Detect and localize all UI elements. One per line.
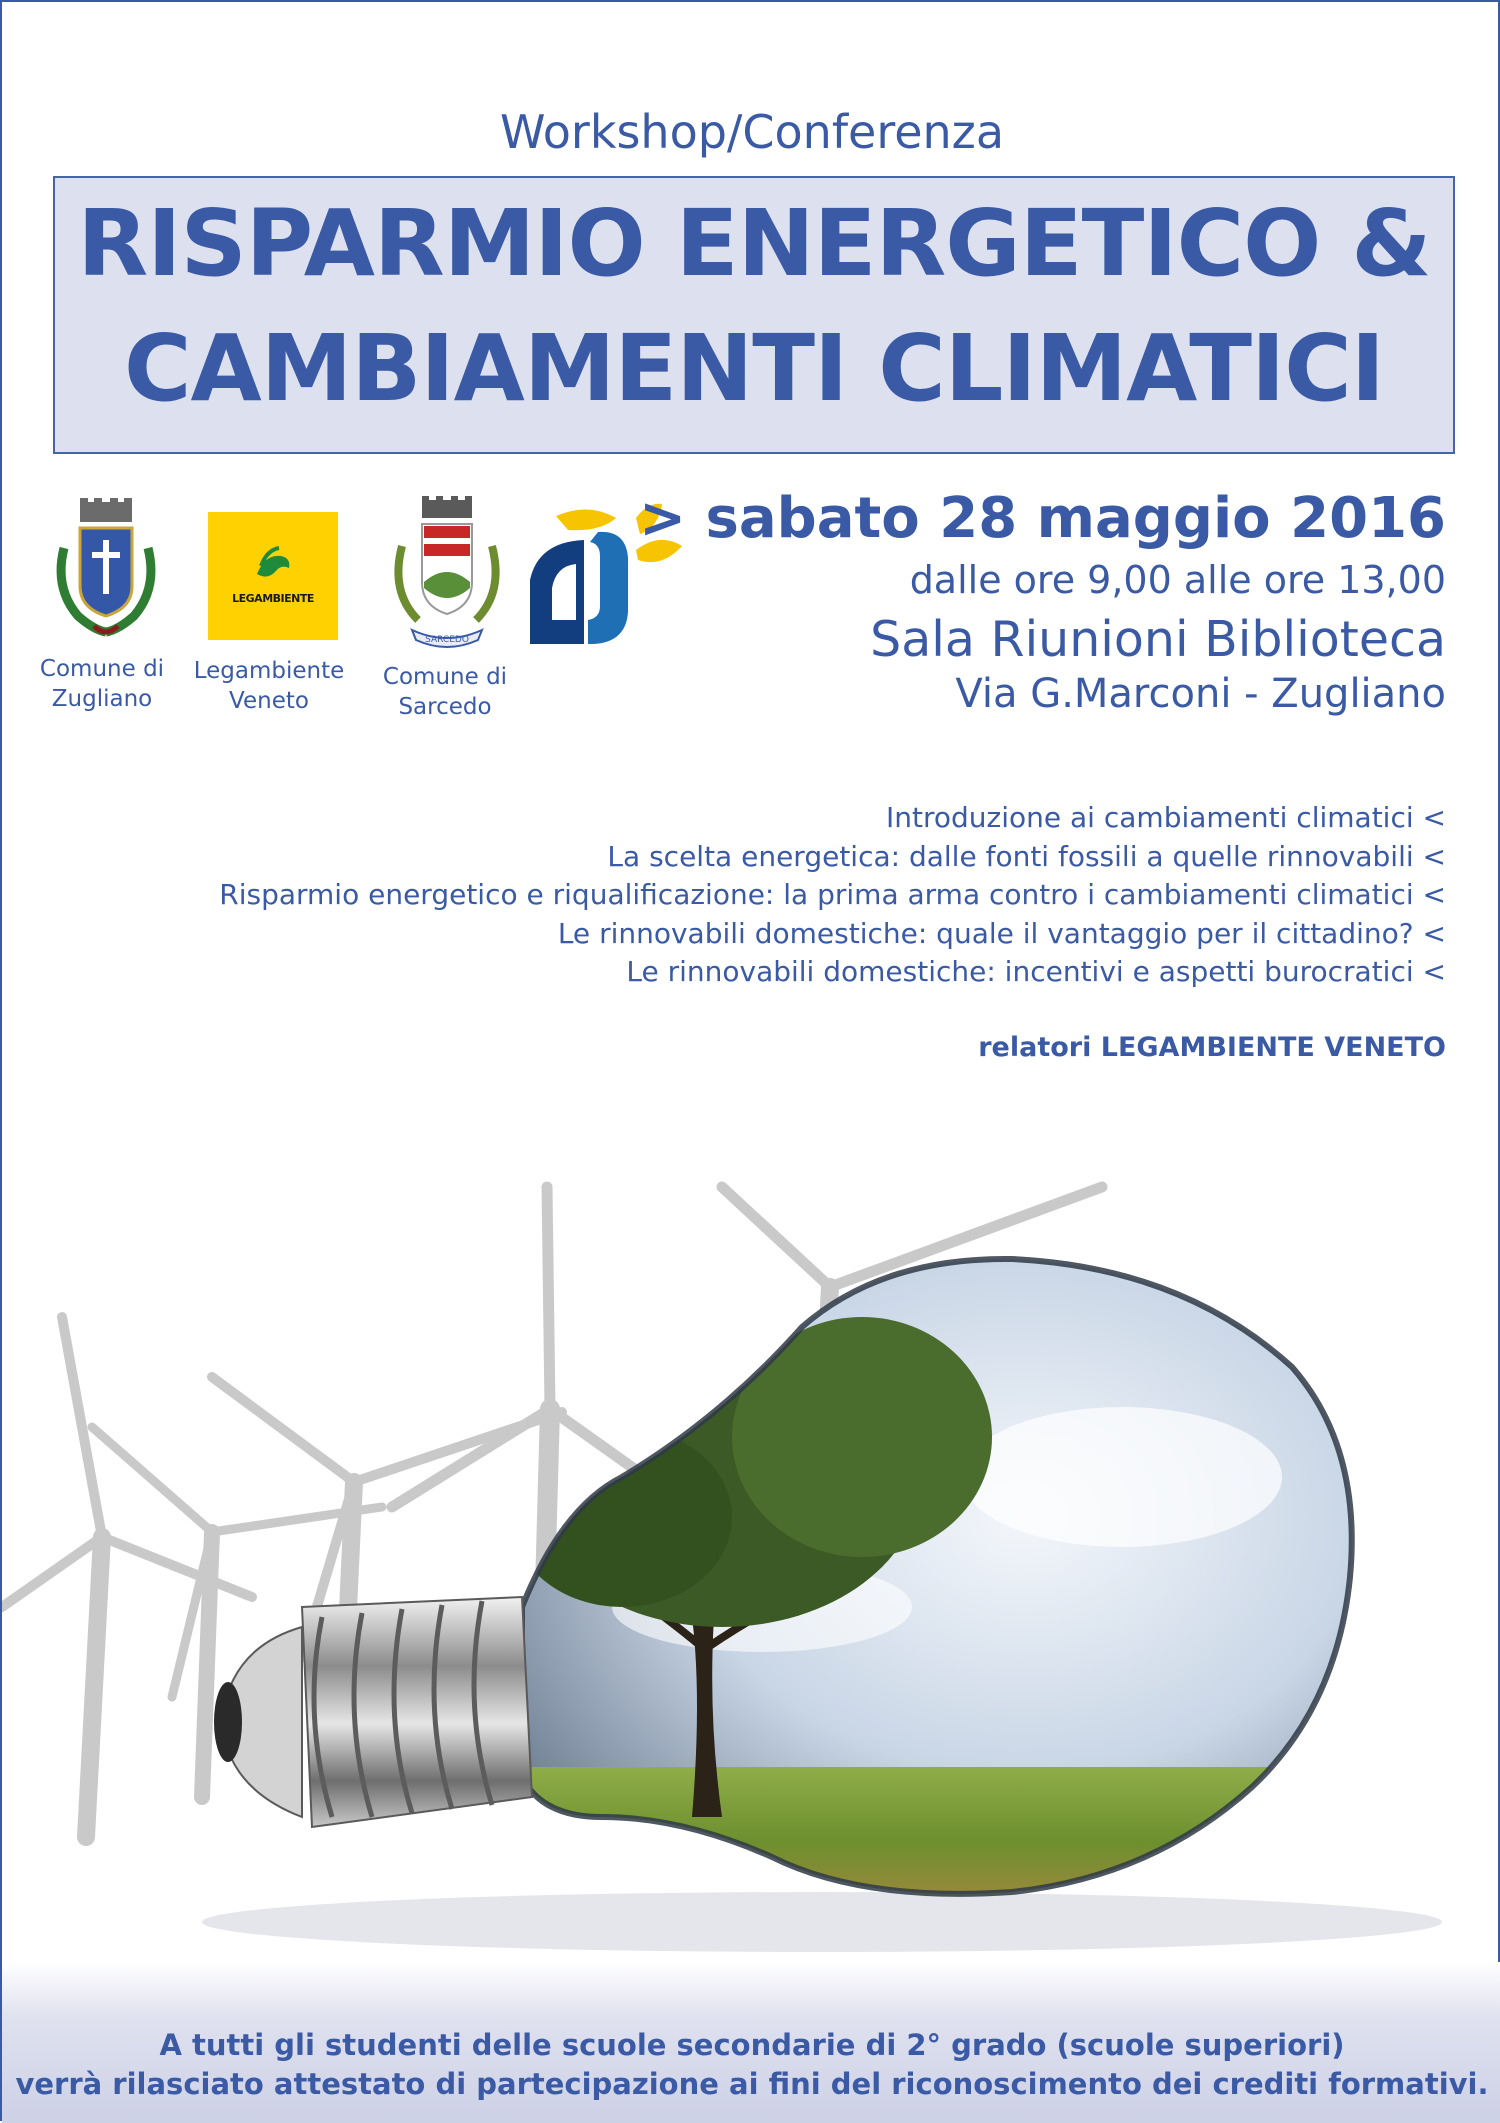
topic-item: Le rinnovabili domestiche: incentivi e aspetti burocratici < <box>626 955 1446 988</box>
footer-line-1: A tutti gli studenti delle scuole secondarie di 2° grado (scuole superiori) <box>159 2028 1345 2062</box>
title-line-2: CAMBIAMENTI CLIMATICI <box>124 315 1384 422</box>
bulb-shadow <box>202 1892 1442 1952</box>
topic-item: La scelta energetica: dalle fonti fossili a quelle rinnovabili < <box>607 839 1446 873</box>
event-time: dalle ore 9,00 alle ore 13,00 <box>909 558 1446 602</box>
title-box <box>53 176 1455 454</box>
caption-legambiente: Legambiente Veneto <box>193 658 345 714</box>
topic-list <box>219 799 1446 992</box>
event-kind: Workshop/Conferenza <box>499 105 1005 159</box>
zugliano-coat-of-arms-icon <box>50 498 162 640</box>
event-address: Via G.Marconi - Zugliano <box>955 671 1446 717</box>
caption-zugliano: Comune di Zugliano <box>39 656 165 712</box>
topic-item: Le rinnovabili domestiche: quale il vantaggio per il cittadino? < <box>557 916 1446 950</box>
caption-sarcedo: Comune di Sarcedo <box>382 664 508 720</box>
sarcedo-ribbon-text: SARCEDO <box>425 635 469 645</box>
swan-icon <box>251 544 295 584</box>
topic-item: Risparmio energetico e riqualificazione: la prima arma contro i cambiamenti climatici < <box>219 878 1446 911</box>
legambiente-wordmark: LEGAMBIENTE <box>232 592 314 605</box>
topic-item: Introduzione ai cambiamenti climatici < <box>886 801 1446 834</box>
lightbulb-tree-illustration <box>2 1177 1500 2007</box>
footer-line-2: verrà rilasciato attestato di partecipazione ai fini del riconoscimento dei crediti formativi. <box>15 2067 1489 2101</box>
legambiente-logo <box>208 512 338 640</box>
speakers: relatori LEGAMBIENTE VENETO <box>978 1032 1446 1063</box>
event-date: > sabato 28 maggio 2016 <box>639 486 1446 551</box>
bulb-base <box>214 1597 532 1827</box>
bulb-glass <box>502 1247 1372 1917</box>
event-place: Sala Riunioni Biblioteca <box>870 611 1446 668</box>
sarcedo-coat-of-arms-icon <box>384 496 510 656</box>
footer-band <box>2 1962 1500 2123</box>
title-line-1: RISPARMIO ENERGETICO & <box>77 190 1431 297</box>
